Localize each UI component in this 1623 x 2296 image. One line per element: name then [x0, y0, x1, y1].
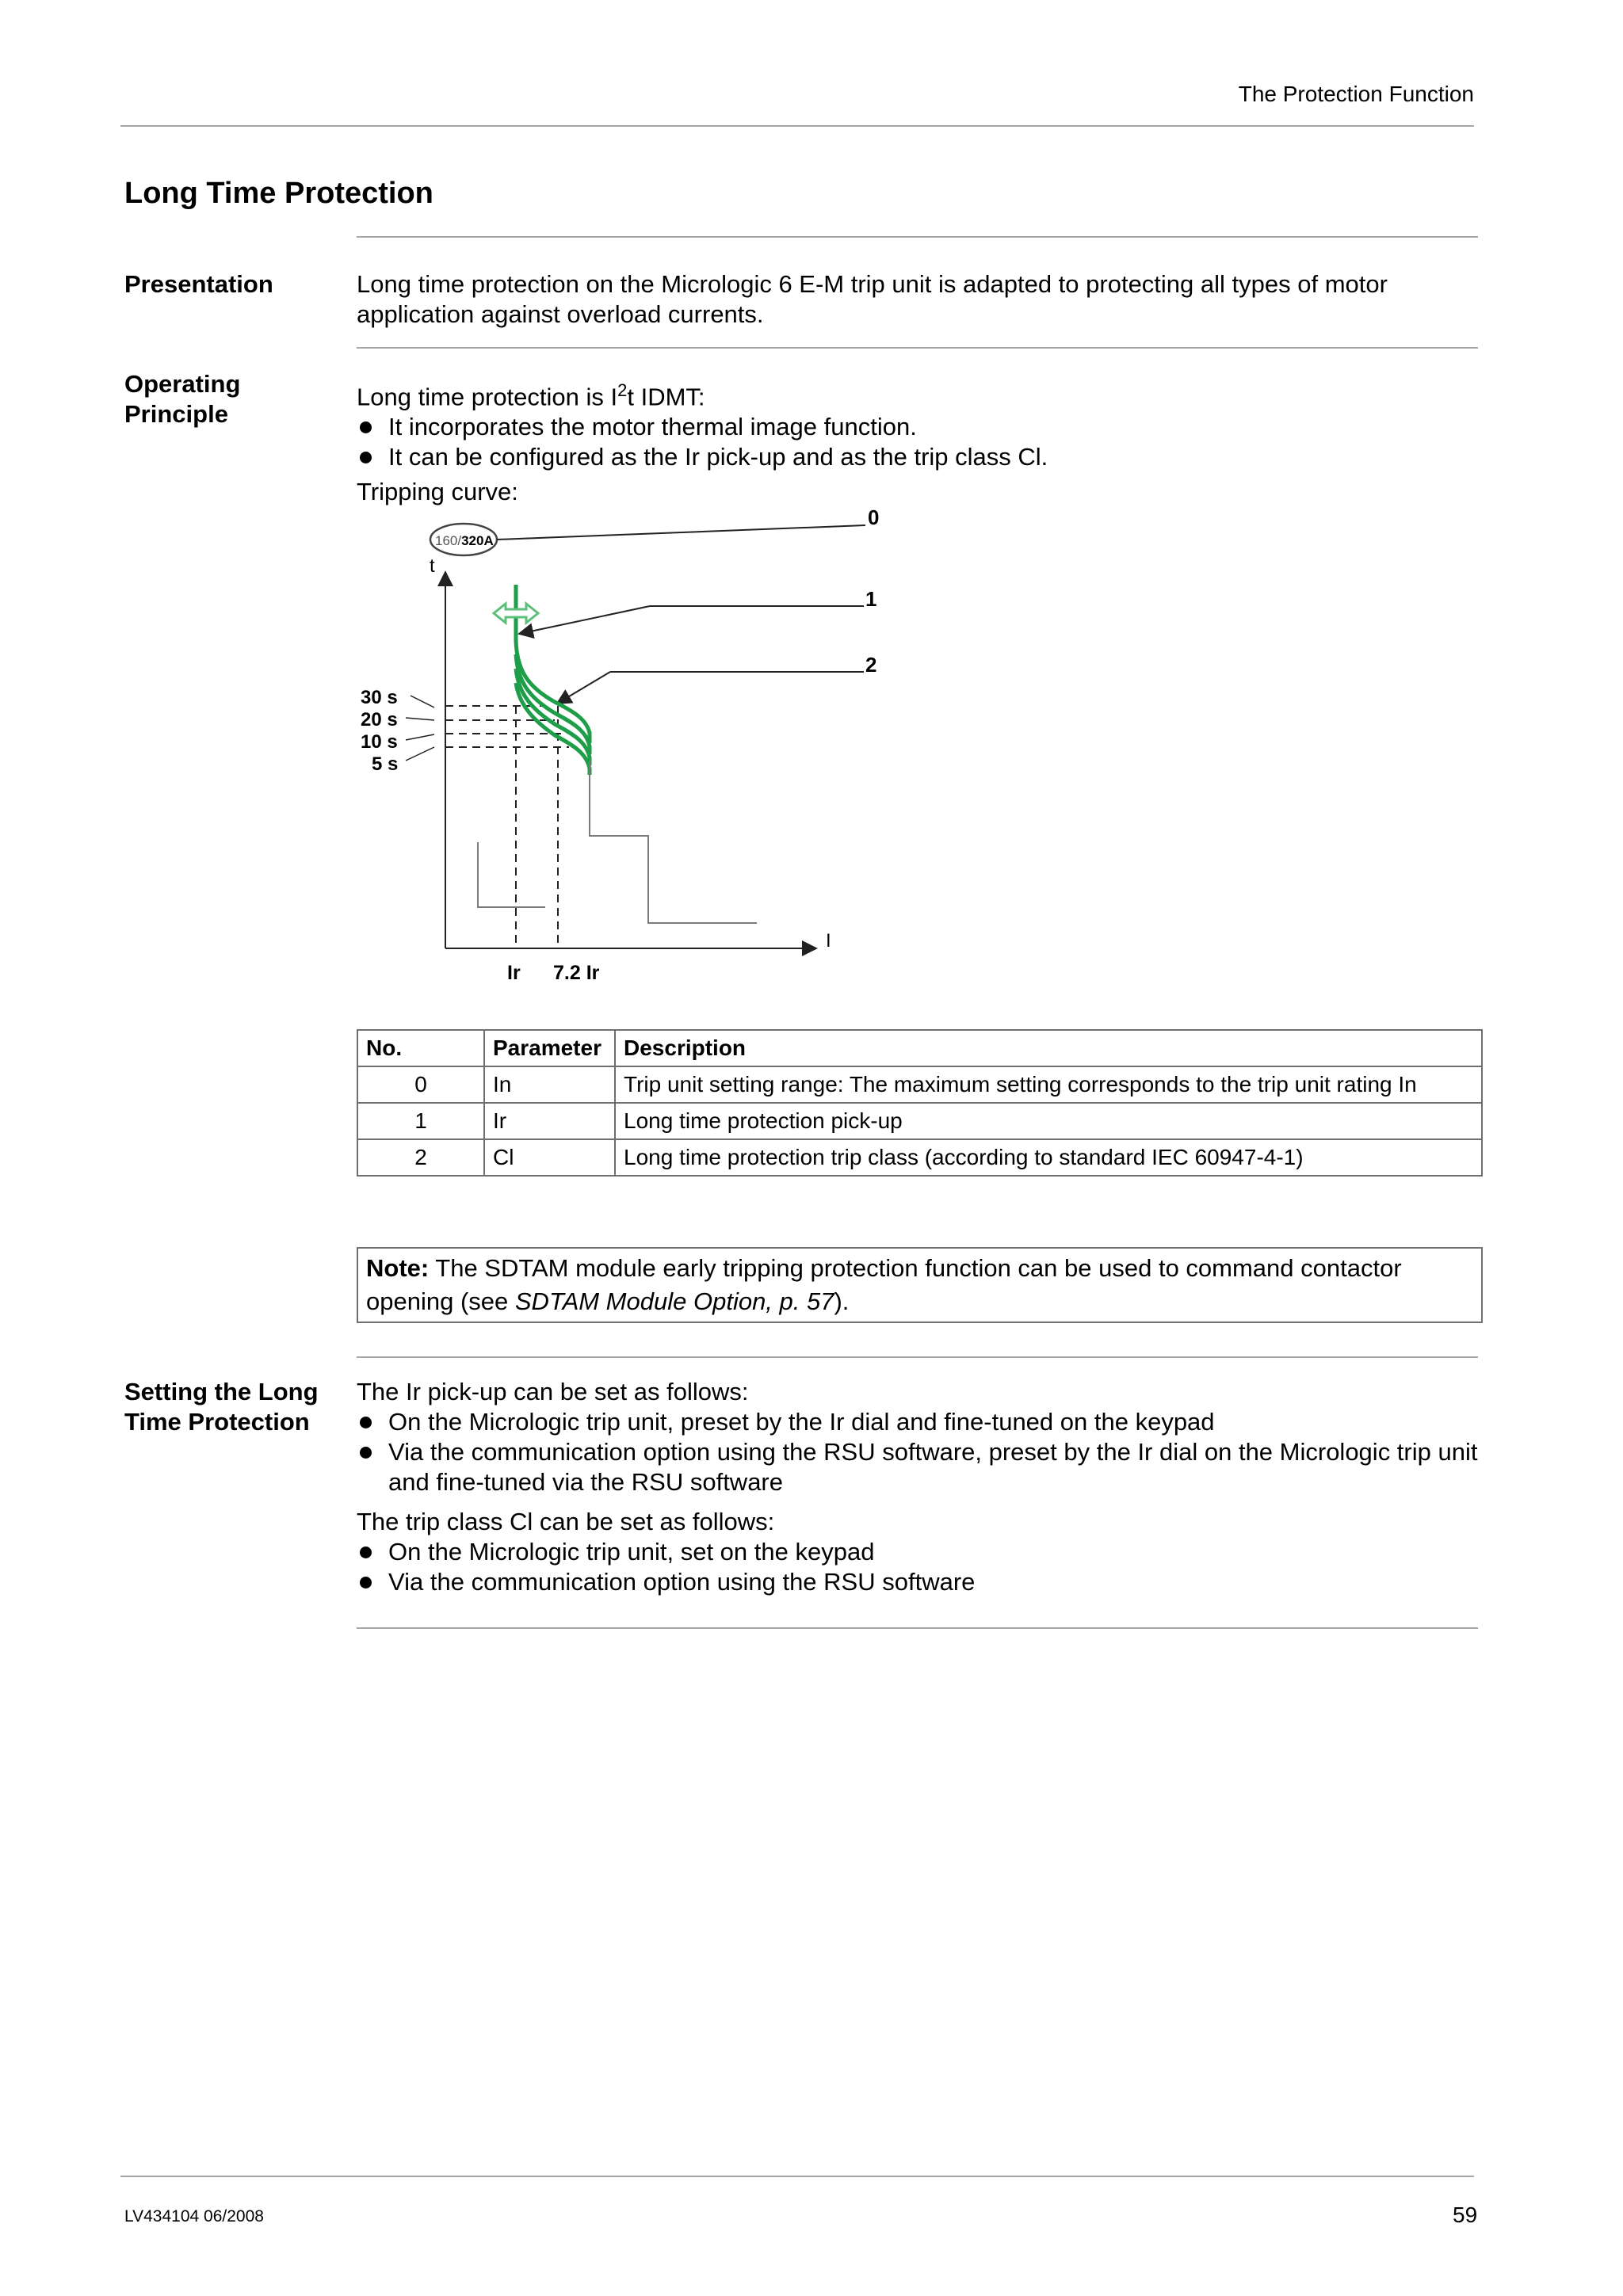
list-item: Via the communication option using the RSU software: [357, 1567, 1482, 1597]
list-item: Via the communication option using the RSU software, preset by the Ir dial on the Micrologic trip unit: [357, 1437, 1482, 1467]
badge-text-a: 160/: [435, 533, 462, 548]
table-header-parameter: Parameter: [484, 1030, 615, 1066]
callout-1: 1: [865, 587, 877, 611]
time-label-30s: 30 s: [361, 687, 398, 708]
header-rule: [120, 125, 1474, 127]
callout-arrow-2: [557, 672, 610, 704]
table-header-row: [357, 1030, 1482, 1066]
running-header: The Protection Function: [1238, 82, 1474, 106]
list-item: On the Micrologic trip unit, set on the keypad: [357, 1537, 1482, 1567]
callout-0: 0: [868, 505, 880, 529]
list-item: On the Micrologic trip unit, preset by the Ir dial and fine-tuned on the keypad: [357, 1407, 1482, 1437]
footer-rule: [120, 2176, 1474, 2177]
doc-ref: LV434104 06/2008: [124, 2207, 264, 2225]
x-axis-label: I: [826, 930, 831, 952]
lower-step: [478, 842, 545, 907]
section-rule: [357, 236, 1478, 238]
page-title: Long Time Protection: [124, 177, 433, 210]
callout-arrow-1: [519, 606, 650, 634]
section-rule: [357, 1627, 1478, 1629]
presentation-text: Long time protection on the Micrologic 6 E-M trip unit is adapted to protecting all types of motor application against overload currents.: [357, 270, 1388, 328]
setting-label: Setting the Long Time Protection: [124, 1378, 319, 1436]
parameter-table: [357, 1029, 1483, 1177]
page-number: 59: [1453, 2203, 1478, 2227]
callout-2: 2: [865, 653, 877, 677]
table-row: 0 In Trip unit setting range: The maximum setting corresponds to the trip unit rating In: [357, 1066, 1482, 1103]
curve-caption: Tripping curve:: [357, 478, 518, 505]
note-box: Note: The SDTAM module early tripping protection function can be used to command contactor opening (see SDTAM Module Option, p. 57).: [357, 1247, 1483, 1323]
time-label-10s: 10 s: [361, 731, 398, 753]
table-header-no: No.: [357, 1030, 484, 1066]
badge-text-b: 320A: [461, 533, 494, 548]
operating-label: Operating Principle: [124, 370, 241, 428]
note-label: Note:: [366, 1254, 430, 1282]
instantaneous-step: [590, 761, 757, 923]
time-label-5s: 5 s: [372, 753, 399, 775]
section-rule: [357, 347, 1478, 349]
callout-line-0: [497, 525, 865, 540]
table-header-description: Description: [615, 1030, 1482, 1066]
tripping-curve-figure: [349, 499, 903, 990]
time-label-20s: 20 s: [361, 709, 398, 730]
presentation-label: Presentation: [124, 270, 273, 298]
table-row: 1 Ir Long time protection pick-up: [357, 1103, 1482, 1139]
list-item: It can be configured as the Ir pick-up and as the trip class Cl.: [357, 442, 1466, 472]
setting-text: The Ir pick-up can be set as follows: On the Micrologic trip unit, preset by the Ir dial and fine-tuned on the keypad Via the communication option using the RSU software, preset by the Ir dial on the Micrologic trip unit and fine-tuned via the RSU software The trip class Cl can be set as follows: On the Micrologic trip unit, set on the keypad Via the communication option using the RSU software: [357, 1377, 1482, 1597]
x-tick-ir: Ir: [507, 962, 521, 984]
x-tick-72ir: 7.2 Ir: [553, 962, 600, 984]
section-rule: [357, 1356, 1478, 1358]
table-row: 2 Cl Long time protection trip class (according to standard IEC 60947-4-1): [357, 1139, 1482, 1176]
y-axis-label: t: [430, 555, 435, 577]
svg-text:160/320A: [435, 533, 494, 548]
list-item: It incorporates the motor thermal image function.: [357, 412, 1466, 442]
operating-intro: Long time protection is $I^2t$ IDMT:: [357, 380, 705, 411]
sdtam-link[interactable]: SDTAM Module Option, p. 57: [514, 1287, 834, 1315]
operating-text: [357, 376, 1466, 472]
